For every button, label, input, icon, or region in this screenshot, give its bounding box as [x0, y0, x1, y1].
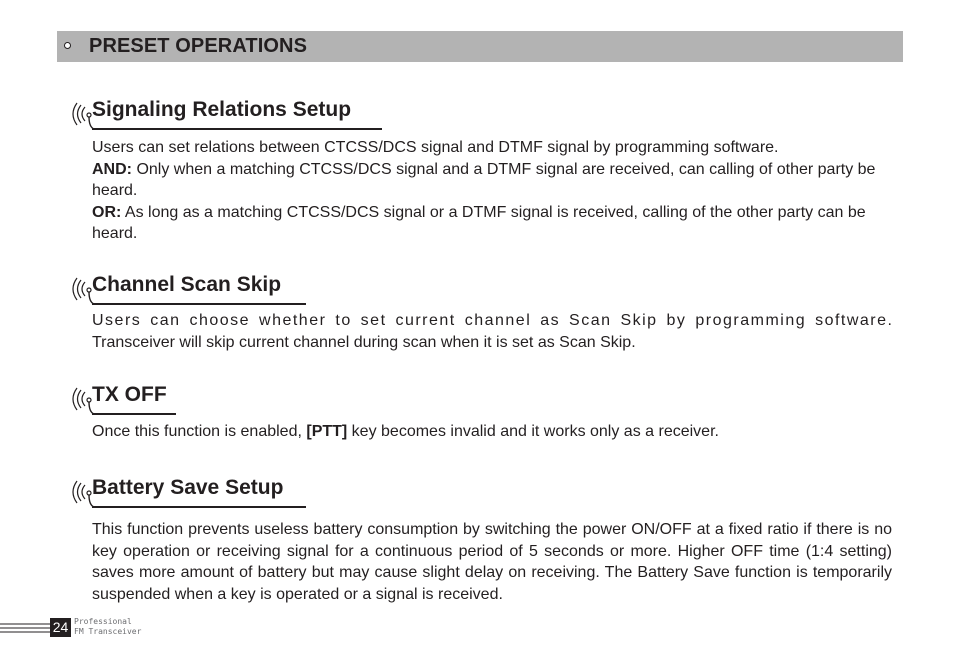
- page-number: 24: [50, 618, 71, 637]
- text-and: Only when a matching CTCSS/DCS signal and a DTMF signal are received, can calling of other party be heard.: [92, 160, 876, 200]
- section-title: TX OFF: [92, 383, 167, 406]
- paragraph-battery: This function prevents useless battery consumption by switching the power ON/OFF at a fixed ratio if there is no key operation or receiving signal for a continuous period of 5 seconds or more. Higher OFF time (1:4 setting) saves more amount of battery but may cause slight delay on receiving. The Battery Save function is temporarily suspended when a key is operated or a signal is received.: [92, 521, 892, 603]
- section-underline: [92, 413, 176, 415]
- text-scan-skip-line1: Users can choose whether to set current channel as Scan Skip by programming software.: [92, 312, 894, 329]
- text-tx-off-before: Once this function is enabled,: [92, 423, 307, 440]
- text-tx-off-after: key becomes invalid and it works only as a receiver.: [347, 423, 719, 440]
- page-title: PRESET OPERATIONS: [89, 35, 308, 57]
- paragraph-scan-skip: [92, 310, 905, 353]
- section-title: Signaling Relations Setup: [92, 98, 352, 121]
- section-header-bar: [57, 31, 903, 62]
- label-or: OR:: [92, 203, 122, 221]
- radio-signal-icon: [66, 475, 94, 509]
- footer-brand: [74, 617, 141, 637]
- section-title: Battery Save Setup: [92, 476, 284, 499]
- text-signaling-intro: Users can set relations between CTCSS/DCS signal and DTMF signal by programming software.: [92, 139, 779, 156]
- footer-brand-line2: FM Transceiver: [74, 627, 142, 636]
- section-title: Channel Scan Skip: [92, 273, 282, 296]
- footer-rule-lines: [0, 621, 50, 635]
- radio-signal-icon: [66, 272, 94, 306]
- label-and: AND:: [92, 160, 132, 178]
- section-underline: [92, 128, 382, 130]
- paragraph-signaling-intro: [92, 137, 905, 245]
- key-ptt: [PTT]: [306, 423, 348, 440]
- footer-brand-line1: Professional: [74, 617, 132, 626]
- circle-bullet-icon: [64, 42, 71, 49]
- radio-signal-icon: [66, 97, 94, 131]
- section-underline: [92, 303, 306, 305]
- section-underline: [92, 506, 306, 508]
- radio-signal-icon: [66, 382, 94, 416]
- text-scan-skip-line2: Transceiver will skip current channel during scan when it is set as Scan Skip.: [92, 333, 636, 351]
- text-or: As long as a matching CTCSS/DCS signal or a DTMF signal is received, calling of the other party can be heard.: [92, 203, 866, 243]
- paragraph-tx-off: [92, 421, 905, 443]
